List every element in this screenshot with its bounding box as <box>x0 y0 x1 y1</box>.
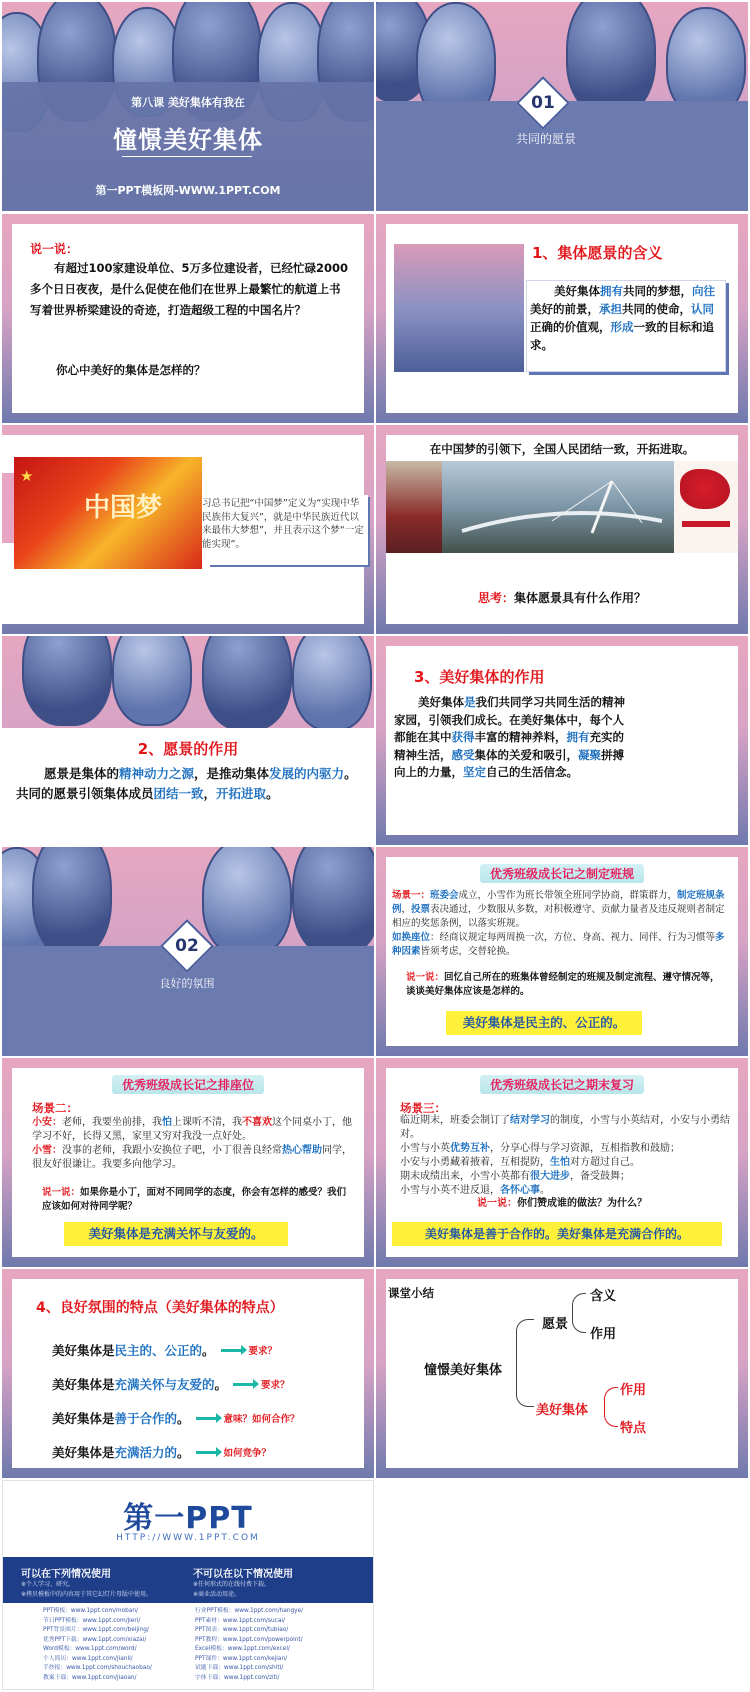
scene-label: 场景三： <box>400 1101 446 1115</box>
vision-bracket <box>572 1293 586 1333</box>
text-run: 美好集体 <box>554 284 600 298</box>
text-run: 期末成绩出来，小雪小英都有 <box>400 1171 530 1182</box>
resource-link[interactable]: 优秀PPT下载：www.1ppt.com/xiazai/ <box>43 1636 147 1643</box>
arrow-right-icon <box>221 1349 243 1352</box>
mindmap-leaf-role: 作用 <box>620 1383 647 1398</box>
unity-caption: 在中国梦的引领下，全国人民团结一致，开拓进取。 <box>429 442 695 456</box>
section-title: 共同的愿景 <box>515 132 576 146</box>
bridge-drawing <box>442 461 674 553</box>
text-run: 美好集体 <box>418 695 464 709</box>
slide-section-2[interactable] <box>2 847 374 1056</box>
keyword: 向往 <box>692 284 715 298</box>
slide-section-1[interactable] <box>376 2 748 211</box>
keyword: 凝聚 <box>578 747 601 762</box>
text-run: 没事的老师，我跟小安换位子吧，小丁很善良经常 <box>62 1145 282 1156</box>
text-run: ， <box>401 904 412 915</box>
keyword: 投票 <box>411 904 431 915</box>
slide-atmosphere-traits[interactable] <box>2 1269 374 1478</box>
forbidden-item: ※任何形式的在线付费下载。 <box>193 1581 271 1588</box>
resource-link[interactable]: Word模板：www.1ppt.com/word/ <box>43 1646 137 1652</box>
slide-credits[interactable] <box>2 1480 374 1690</box>
tree-shape <box>202 847 292 957</box>
slide-class-rules[interactable] <box>376 847 748 1056</box>
text-run: 。共同的愿景引领集体成员 <box>16 766 357 801</box>
tree-shape <box>22 636 112 726</box>
say-text: 你们赞成谁的做法？为什么？ <box>517 1198 647 1209</box>
trait-suffix: 。 <box>177 1445 190 1460</box>
trait-row <box>52 1401 362 1435</box>
scene-text <box>400 1114 730 1198</box>
section-number: 02 <box>175 936 199 956</box>
text-run: 美好的前景， <box>530 302 599 316</box>
slide-title[interactable] <box>2 2 374 211</box>
keyword: 各怀心事 <box>500 1185 540 1196</box>
scene-banner: 优秀班级成长记之制定班规 <box>480 864 644 883</box>
keyword: 团结一致 <box>153 786 204 801</box>
text-run: 临近期末，班委会制订了 <box>400 1115 510 1126</box>
arrow-right-icon <box>196 1417 218 1420</box>
function-text <box>16 764 360 804</box>
tree-shape <box>292 636 372 731</box>
trait-note: 如何竞争？ <box>223 1448 272 1459</box>
image-calligraphy: 中国梦 <box>84 493 163 523</box>
keyword: 精神动力之源 <box>119 766 195 781</box>
meeting-hall-image <box>386 461 442 553</box>
caption-text: 习总书记把“中国梦”定义为“实现中华民族伟大复兴”，就是中华民族近代以来最伟大梦想”，并且表示这个梦“一定能实现”。 <box>202 498 364 550</box>
mindmap-branch-vision: 愿景 <box>542 1317 569 1332</box>
trait-prefix: 美好集体是 <box>52 1411 115 1426</box>
trait-keyword: 善于合作的 <box>114 1411 178 1426</box>
keyword: 感受 <box>451 747 475 762</box>
scene-text <box>392 889 732 959</box>
think-text: 集体愿景具有什么作用？ <box>514 591 647 605</box>
section-title: 良好的氛围 <box>159 977 215 990</box>
say-text: 回忆自己所在的班集体曾经制定的班规及制定流程、遵守情况等，谈谈美好集体应该是怎样的。 <box>406 972 720 997</box>
resource-link[interactable]: PPT课件：www.1ppt.com/kejian/ <box>195 1655 288 1662</box>
say-text: 如果你是小丁，面对不同同学的态度，你会有怎样的感受？我们应该如何对待同学呢？ <box>42 1187 347 1212</box>
text-run: 上课听不清，我 <box>172 1117 242 1128</box>
text-run: 共同的使命， <box>622 302 691 316</box>
brand-url[interactable]: HTTP://WWW.1PPT.COM <box>116 1533 260 1543</box>
resource-link[interactable]: 节日PPT模板：www.1ppt.com/jieri/ <box>43 1617 141 1624</box>
text-run: 小安与小勇藏着掖着，互相提防， <box>400 1157 550 1168</box>
traits-list <box>52 1333 362 1469</box>
resource-link[interactable]: 字体下载：www.1ppt.com/ziti/ <box>195 1674 280 1681</box>
text-run: ：经商议规定每两周换一次，方位、身高、视力、同伴、行为习惯等 <box>430 932 716 943</box>
keyword: 生怕 <box>550 1157 570 1168</box>
scene-text <box>32 1116 352 1172</box>
root-bracket <box>516 1319 534 1407</box>
arrow-right-icon <box>233 1383 255 1386</box>
say-label: 说一说： <box>42 1187 81 1198</box>
slide-vision-meaning[interactable] <box>376 214 748 423</box>
tree-shape <box>292 847 374 957</box>
text-run: 。 <box>266 786 279 801</box>
trait-note: 要求？ <box>248 1346 278 1357</box>
brand-logo: 第一PPT <box>123 1501 253 1536</box>
trait-prefix: 美好集体是 <box>52 1445 115 1460</box>
text-run: 拼搏向上的力量， <box>394 747 624 779</box>
trait-row <box>52 1333 362 1367</box>
lesson-label: 第八课 美好集体有我在 <box>131 96 245 109</box>
text-run: 这个同桌小丁，他学习不好，长得又黑，家里又穷对我没一点好处。 <box>32 1117 352 1142</box>
trait-keyword: 民主的、公正的 <box>114 1343 203 1358</box>
allowed-item: ※拷贝模板中的内容用于其它幻灯片母版中使用。 <box>21 1591 153 1598</box>
resource-link[interactable]: 行业PPT模板：www.1ppt.com/hangye/ <box>195 1608 304 1614</box>
trait-prefix: 美好集体是 <box>52 1377 115 1392</box>
text-run: 丰富的精神养料， <box>474 730 567 744</box>
title-divider <box>122 156 252 157</box>
trait-row <box>52 1367 362 1401</box>
keyword: 开拓进取 <box>216 786 267 801</box>
say-label: 说一说： <box>406 972 445 983</box>
scene-banner: 优秀班级成长记之期末复习 <box>480 1075 644 1094</box>
keyword: 怕 <box>162 1117 172 1128</box>
keyword: 承担 <box>599 302 622 316</box>
resource-link[interactable]: 手抄报：www.1ppt.com/shouchaobao/ <box>43 1665 152 1671</box>
slide-final-review[interactable] <box>376 1058 748 1267</box>
links-left <box>43 1607 193 1683</box>
banner-wrap <box>376 1074 748 1094</box>
conclusion-box: 美好集体是民主的、公正的。 <box>446 1011 642 1035</box>
keyword: 多种因素 <box>392 932 725 957</box>
section-heading: 1、集体愿景的含义 <box>532 244 663 262</box>
poster-title-shape <box>682 521 730 527</box>
keyword: 坚定 <box>463 765 486 779</box>
say-prompt <box>406 971 726 999</box>
trait-keyword: 充满活力的 <box>114 1445 178 1460</box>
forest-image <box>394 244 524 372</box>
scene-label: 场景二： <box>32 1101 78 1115</box>
mindmap-branch-collective: 美好集体 <box>536 1403 589 1418</box>
text-run: 自己的生活信念。 <box>486 765 578 779</box>
text-run: 。 <box>540 1185 550 1196</box>
text-run: 老师，我要坐前排，我 <box>62 1117 162 1128</box>
text-run: 集体的关爱和吸引， <box>474 747 578 762</box>
text-run: 小雪与小英不进反退， <box>400 1185 500 1196</box>
resource-link[interactable]: PPT模板：www.1ppt.com/moban/ <box>43 1608 139 1614</box>
text-run: 表决通过，少数服从多数，对积极遵守、贡献力量者及违反规则者制定相应的奖惩条例，以落实班规。 <box>392 904 725 929</box>
text-run: 充实的精神生活， <box>394 730 624 762</box>
star-icon: ★ <box>20 467 34 485</box>
trait-suffix: 。 <box>202 1343 215 1358</box>
text-run: 一致的目标和追求。 <box>530 320 714 352</box>
ground <box>376 101 748 211</box>
keyword: 形成 <box>610 320 634 334</box>
resource-link[interactable]: 个人简历：www.1ppt.com/jianli/ <box>43 1655 133 1662</box>
say-prompt <box>42 1186 352 1214</box>
text-run: ，分享心得与学习资源，互相指教和鼓励； <box>490 1143 680 1154</box>
text-run: ，是推动集体 <box>194 766 270 781</box>
text-run: 对方超过自己。 <box>570 1157 640 1168</box>
section-heading: 3、美好集体的作用 <box>414 668 545 686</box>
say-label: 说一说： <box>30 242 79 256</box>
function-text <box>394 694 634 782</box>
keyword: 不喜欢 <box>242 1117 272 1128</box>
text-run: 小雪与小英 <box>400 1143 450 1154</box>
allowed-item: ※个人学习、研究。 <box>21 1581 75 1588</box>
banner-wrap <box>2 1074 374 1094</box>
summary-label: 课堂小结 <box>388 1286 434 1300</box>
definition-text <box>530 282 722 354</box>
bridge-image <box>442 461 674 553</box>
slide-discussion[interactable] <box>2 214 374 423</box>
china-dream-image <box>14 457 202 569</box>
banner-wrap <box>376 863 748 883</box>
keyword: 热心帮助 <box>282 1145 322 1156</box>
scene-banner: 优秀班级成长记之排座位 <box>112 1075 264 1094</box>
slide-collective-function[interactable] <box>376 636 748 845</box>
text-run: 的制度，小雪与小英结对，小安与小勇结对。 <box>400 1115 730 1140</box>
speaker-name: 小雪： <box>32 1145 62 1156</box>
keyword: 是 <box>464 695 476 709</box>
discussion-paragraph: 有超过100家建设单位、5万多位建设者，已经忙碌2000多个日日夜夜，是什么促使在他们在世界上最繁忙的航道上书写着世界桥梁建设的奇迹，打造超级工程的中国名片？ <box>30 261 349 317</box>
resource-link[interactable]: PPT背景图片：www.1ppt.com/beijing/ <box>43 1627 149 1633</box>
keyword: 拥有 <box>600 284 623 298</box>
keyword: 发展的内驱力 <box>269 766 345 781</box>
resource-link[interactable]: 试题下载：www.1ppt.com/shiti/ <box>195 1665 284 1671</box>
site-label: 第一PPT模板网-WWW.1PPT.COM <box>95 184 281 197</box>
poster-image <box>674 461 738 553</box>
keyword: 制定班规条例 <box>392 890 725 915</box>
tree-shape <box>32 847 112 957</box>
section-heading: 2、愿景的作用 <box>137 740 239 758</box>
trait-note: 意味？如何合作？ <box>223 1414 300 1425</box>
resource-link[interactable]: 教案下载：www.1ppt.com/jiaoan/ <box>43 1674 137 1681</box>
text-run: 同学，很友好很谦让。我要多向他学习。 <box>32 1145 352 1170</box>
conclusion-box: 美好集体是善于合作的。美好集体是充满合作的。 <box>392 1222 722 1246</box>
arrow-right-icon <box>196 1451 218 1454</box>
forbidden-title: 不可以在以下情况使用 <box>193 1569 293 1580</box>
scene-label: 场景一： <box>392 890 431 901</box>
deck-title: 憧憬美好集体 <box>113 126 263 154</box>
tree-shape <box>112 636 192 726</box>
speaker-name: 小安： <box>32 1117 62 1128</box>
slide-unity[interactable] <box>376 425 748 634</box>
links-right <box>195 1607 365 1683</box>
mindmap-leaf-meaning: 含义 <box>590 1289 617 1304</box>
discussion-question: 你心中美好的集体是怎样的？ <box>56 363 206 377</box>
resource-link[interactable]: PPT素材：www.1ppt.com/sucai/ <box>195 1617 285 1624</box>
forbidden-item: ※商业活动用途。 <box>193 1591 241 1598</box>
keyword: 如换座位 <box>392 932 431 943</box>
trait-prefix: 美好集体是 <box>52 1343 115 1358</box>
slide-vision-function[interactable] <box>2 636 374 845</box>
keyword: 拥有 <box>566 730 590 744</box>
keyword: 结对学习 <box>510 1115 550 1126</box>
say-prompt <box>376 1194 748 1209</box>
resource-link[interactable]: Excel模板：www.1ppt.com/excel/ <box>195 1646 290 1652</box>
text-run: 成立，小雪作为班长带领全班同学协商，群策群力， <box>458 890 678 901</box>
slide-seating[interactable] <box>2 1058 374 1267</box>
text-run: 愿景是集体的 <box>44 766 120 781</box>
trait-row <box>52 1435 362 1469</box>
text-run: 正确的价值观， <box>530 320 611 334</box>
keyword: 获得 <box>451 730 475 744</box>
resource-link[interactable]: PPT教程：www.1ppt.com/powerpoint/ <box>195 1636 303 1643</box>
mindmap-leaf-function: 作用 <box>590 1327 617 1342</box>
mindmap-root: 憧憬美好集体 <box>424 1363 503 1378</box>
collective-bracket <box>604 1387 618 1427</box>
text-run: ， <box>203 786 217 801</box>
section-number: 01 <box>531 93 555 113</box>
keyword: 很大进步 <box>530 1171 570 1182</box>
slide-china-dream[interactable] <box>2 425 374 634</box>
slide-summary[interactable] <box>376 1269 748 1478</box>
trait-keyword: 充满关怀与友爱的 <box>114 1377 215 1392</box>
poster-map-shape <box>680 469 730 509</box>
think-label: 思考： <box>477 591 514 605</box>
trait-note: 要求？ <box>261 1380 290 1391</box>
text-run: 共同的梦想， <box>623 284 692 298</box>
trait-suffix: 。 <box>177 1411 190 1426</box>
section-heading: 4、良好氛围的特点（美好集体的特点） <box>36 1300 284 1316</box>
text-run: 我们共同学习共同生活的精神家园，引领我们成长。在美好集体中，每个人都能在其中 <box>394 695 625 744</box>
keyword: 认同 <box>691 302 714 316</box>
keyword: 班委会 <box>430 890 459 901</box>
text-run: ，备受鼓舞； <box>570 1171 630 1182</box>
mindmap-leaf-traits: 特点 <box>620 1421 647 1436</box>
allowed-title: 可以在下列情况使用 <box>21 1569 111 1580</box>
trait-suffix: 。 <box>214 1377 228 1392</box>
say-label: 说一说： <box>477 1198 517 1209</box>
conclusion-box: 美好集体是充满关怀与友爱的。 <box>64 1222 288 1246</box>
text-run: 皆须考虑，交替轮换。 <box>420 946 516 957</box>
think-prompt <box>376 589 748 606</box>
tree-shape <box>202 636 292 731</box>
keyword: 优势互补 <box>450 1143 490 1154</box>
tree-shape <box>566 2 656 117</box>
resource-link[interactable]: PPT图表：www.1ppt.com/tubiao/ <box>195 1627 289 1633</box>
